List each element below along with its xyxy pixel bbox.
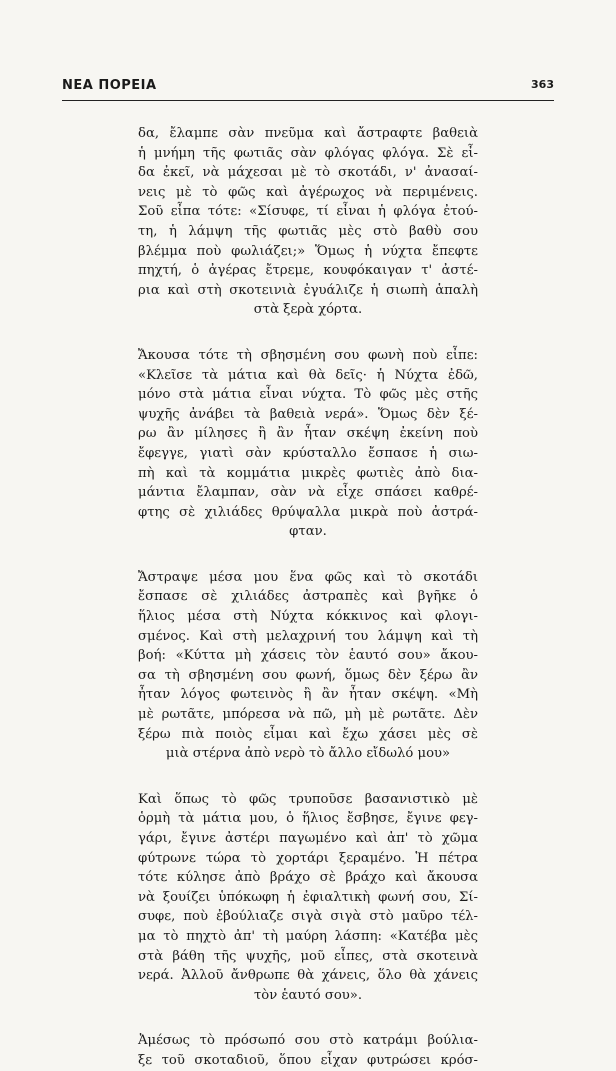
text-line: δα, ἔλαμπε σὰν πνεῦμα καὶ ἄστραφτε βαθειὰ: [138, 126, 478, 141]
text-line: συφε, ποὺ ἐβούλιαζε σιγὰ σιγὰ στὸ μαῦρο τέλ-: [138, 909, 478, 925]
text-line: νερά. Ἀλλοῦ ἄνθρωπε θὰ χάνεις, ὅλο θὰ χάνεις: [138, 968, 478, 984]
text-line: μιὰ στέρνα ἀπὸ νερὸ τὸ ἄλλο εἴδωλό μου»: [165, 746, 451, 762]
text-line: δα ἐκεῖ, νὰ μάχεσαι μὲ τὸ σκοτάδι, ν' ἀνασαί-: [138, 165, 478, 181]
text-line: ἡ μνήμη τῆς φωτιᾶς σὰν φλόγας φλόγα. Σὲ εἶ-: [138, 145, 478, 161]
running-header: [62, 78, 554, 96]
text-line: τὸν ἑαυτό σου».: [253, 987, 363, 1003]
text-line: Καὶ ὅπως τὸ φῶς τρυποῦσε βασανιστικὸ μὲ: [138, 791, 478, 807]
text-line: νεις μὲ τὸ φῶς καὶ ἀγέρωχος νὰ περιμένεις.: [138, 184, 478, 200]
text-line: γάρι, ἔγινε ἀστέρι παγωμένο καὶ ἀπ' τὸ χῶμα: [138, 831, 478, 846]
text-line: ἦταν λόγος φωτεινὸς ἢ ἂν ἦταν σκέψη. «Μὴ: [138, 687, 478, 703]
text-line: Ἄστραψε μέσα μου ἕνα φῶς καὶ τὸ σκοτάδι: [138, 569, 478, 585]
text-line: ὁρμὴ τὰ μάτια μου, ὁ ἥλιος ἔσβησε, ἔγινε φεγ-: [138, 811, 478, 827]
text-line: σα τὴ σβησμένη σου φωνή, ὅμως δὲν ξέρω ἂν: [138, 667, 478, 683]
text-line: μάντια ἔλαμπαν, σὰν νὰ εἶχε σπάσει καθρέ-: [138, 485, 478, 501]
text-line: μὲ ρωτᾶτε, μπόρεσα νὰ πῶ, μὴ μὲ ρωτᾶτε. Δὲν: [138, 707, 478, 723]
text-line: Σοῦ εἶπα τότε: «Σίσυφε, τί εἶναι ἡ φλόγα ἐτού-: [138, 204, 478, 220]
text-line: ψυχῆς ἀνάβει τὰ βαθειὰ νερά». Ὅμως δὲν ξέ-: [138, 406, 478, 422]
text-line: μα τὸ πηχτὸ ἀπ' τὴ μαύρη λάσπη: «Κατέβα μὲς: [138, 928, 478, 944]
journal-title: ΝΕΑ ΠΟΡΕΙΑ: [62, 78, 157, 93]
text-line: φταν.: [289, 524, 327, 540]
text-line: στὰ βάθη τῆς ψυχῆς, μοῦ εἶπες, στὰ σκοτεινὰ: [138, 948, 478, 964]
text-line: βοή: «Κύττα μὴ χάσεις τὸν ἑαυτό σου» ἄκου-: [138, 648, 478, 664]
text-line: ἔσπασε σὲ χιλιάδες ἀστραπὲς καὶ βγῆκε ὁ: [138, 589, 478, 605]
text-body: [138, 124, 478, 1071]
paragraph: [138, 1031, 478, 1070]
text-line: Ἀμέσως τὸ πρόσωπό σου στὸ κατράμι βούλια-: [138, 1033, 478, 1049]
text-line: «Κλεῖσε τὰ μάτια καὶ θὰ δεῖς· ἡ Νύχτα ἐδῶ,: [138, 367, 478, 383]
text-line: νὰ ξουίζει ὑπόκωφη ἡ ἐφιαλτικὴ φωνή σου, Σί-: [138, 889, 478, 905]
text-line: ξέρω πιὰ ποιὸς εἶμαι καὶ ἔχω χάσει μὲς σὲ: [138, 726, 478, 742]
text-line: φτης σὲ χιλιάδες θρύψαλλα μικρὰ ποὺ ἀστρά-: [138, 504, 478, 520]
text-line: μόνο στὰ μάτια εἶναι νύχτα. Τὸ φῶς μὲς στῆς: [138, 387, 478, 403]
text-line: βλέμμα ποὺ φωλιάζει;» Ὅμως ἡ νύχτα ἔπεφτε: [138, 243, 478, 259]
header-rule: [62, 100, 554, 101]
text-line: ρια καὶ στὴ σκοτεινιὰ ἐγυάλιζε ἡ σιωπὴ ἁπαλὴ: [138, 282, 478, 298]
text-line: τη, ἡ λάμψη τῆς φωτιᾶς μὲς στὸ βαθὺ σου: [138, 223, 478, 239]
paragraph: [138, 568, 478, 764]
paragraph: [138, 346, 478, 542]
text-line: ξε τοῦ σκοταδιοῦ, ὅπου εἶχαν φυτρώσει κρόσ-: [138, 1052, 478, 1068]
text-line: πηχτή, ὁ ἀγέρας ἔτρεμε, κουφόκαιγαν τ' ἀστέ-: [138, 263, 478, 279]
text-line: ρω ἂν μίλησες ἢ ἂν ἦταν σκέψη ἐκείνη ποὺ: [138, 426, 478, 442]
text-line: Ἄκουσα τότε τὴ σβησμένη σου φωνὴ ποὺ εἶπε:: [138, 347, 478, 363]
text-line: πὴ καὶ τὰ κομμάτια μικρὲς φωτιὲς ἀπὸ δια-: [138, 465, 478, 481]
text-line: φύτρωνε τώρα τὸ χορτάρι ξεραμένο. Ἡ πέτρα: [138, 850, 478, 866]
text-line: στὰ ξερὰ χόρτα.: [253, 302, 363, 318]
text-line: ἥλιος μέσα στὴ Νύχτα κόκκινος καὶ φλογι-: [138, 609, 478, 625]
text-line: σμένος. Καὶ στὴ μελαχρινή του λάμψη καὶ τὴ: [138, 628, 478, 644]
text-line: τότε κύλησε ἀπὸ βράχο σὲ βράχο καὶ ἄκουσα: [138, 870, 478, 886]
paragraph: [138, 124, 478, 320]
page-number: 363: [531, 78, 554, 91]
text-line: ἔφεγγε, γιατὶ σὰν κρύσταλλο ἔσπασε ἡ σιω-: [138, 445, 478, 461]
paragraph: [138, 790, 478, 1006]
